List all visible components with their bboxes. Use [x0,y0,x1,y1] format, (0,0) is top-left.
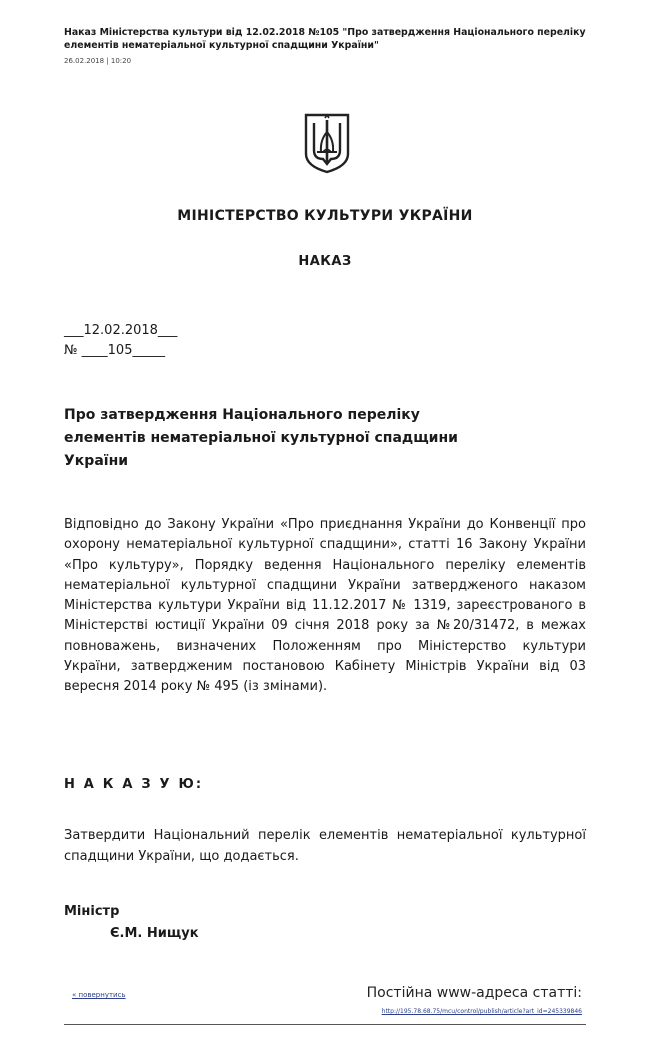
permanent-url-link[interactable]: http://195.78.68.75/mcu/control/publish/article?art_id=245339846 [381,1008,582,1015]
order-number: № ____105_____ [64,343,165,358]
order-subject: Про затвердження Національного переліку елементів нематеріальної культурної спадщини України [64,407,458,469]
order-date: ___12.02.2018___ [64,323,178,338]
back-link[interactable]: « повернутись [72,991,126,999]
signatory-title: Міністр [64,904,120,919]
footer-divider [64,1024,586,1025]
coat-of-arms-icon [303,112,351,174]
signatory-name: Є.М. Нищук [110,926,199,941]
order-command: Н А К А З У Ю: [64,777,204,792]
order-heading: НАКАЗ [298,254,352,269]
permanent-address-label: Постійна www-адреса статті: [366,985,582,1001]
page-header-title: Наказ Міністерства культури від 12.02.2018 №105 "Про затвердження Національного переліку елементів нематеріальної культурної спадщини України" [64,27,586,51]
order-decision: Затвердити Національний перелік елементів нематеріальної культурної спадщини України, що додається. [64,828,586,864]
ministry-name: МІНІСТЕРСТВО КУЛЬТУРИ УКРАЇНИ [177,208,473,224]
publish-date: 26.02.2018 | 10:20 [64,57,132,65]
order-preamble: Відповідно до Закону України «Про приєднання України до Конвенції про охорону нематеріальної культурної спадщини», статті 16 Закону України «Про культуру», Порядку ведення Національного переліку елементів нематеріальної культурної спадщини України затвердженого наказом Міністерства культури України від 11.12.2017 № 1319, зареєстрованого в Міністерстві юстиції України 09 січня 2018 року за №20/31472, в межах повноважень, визначених Положенням про Міністерство культури України, затвердженим постановою Кабінету Міністрів України від 03 вересня 2014 року № 495 (із змінами). [64,517,586,695]
